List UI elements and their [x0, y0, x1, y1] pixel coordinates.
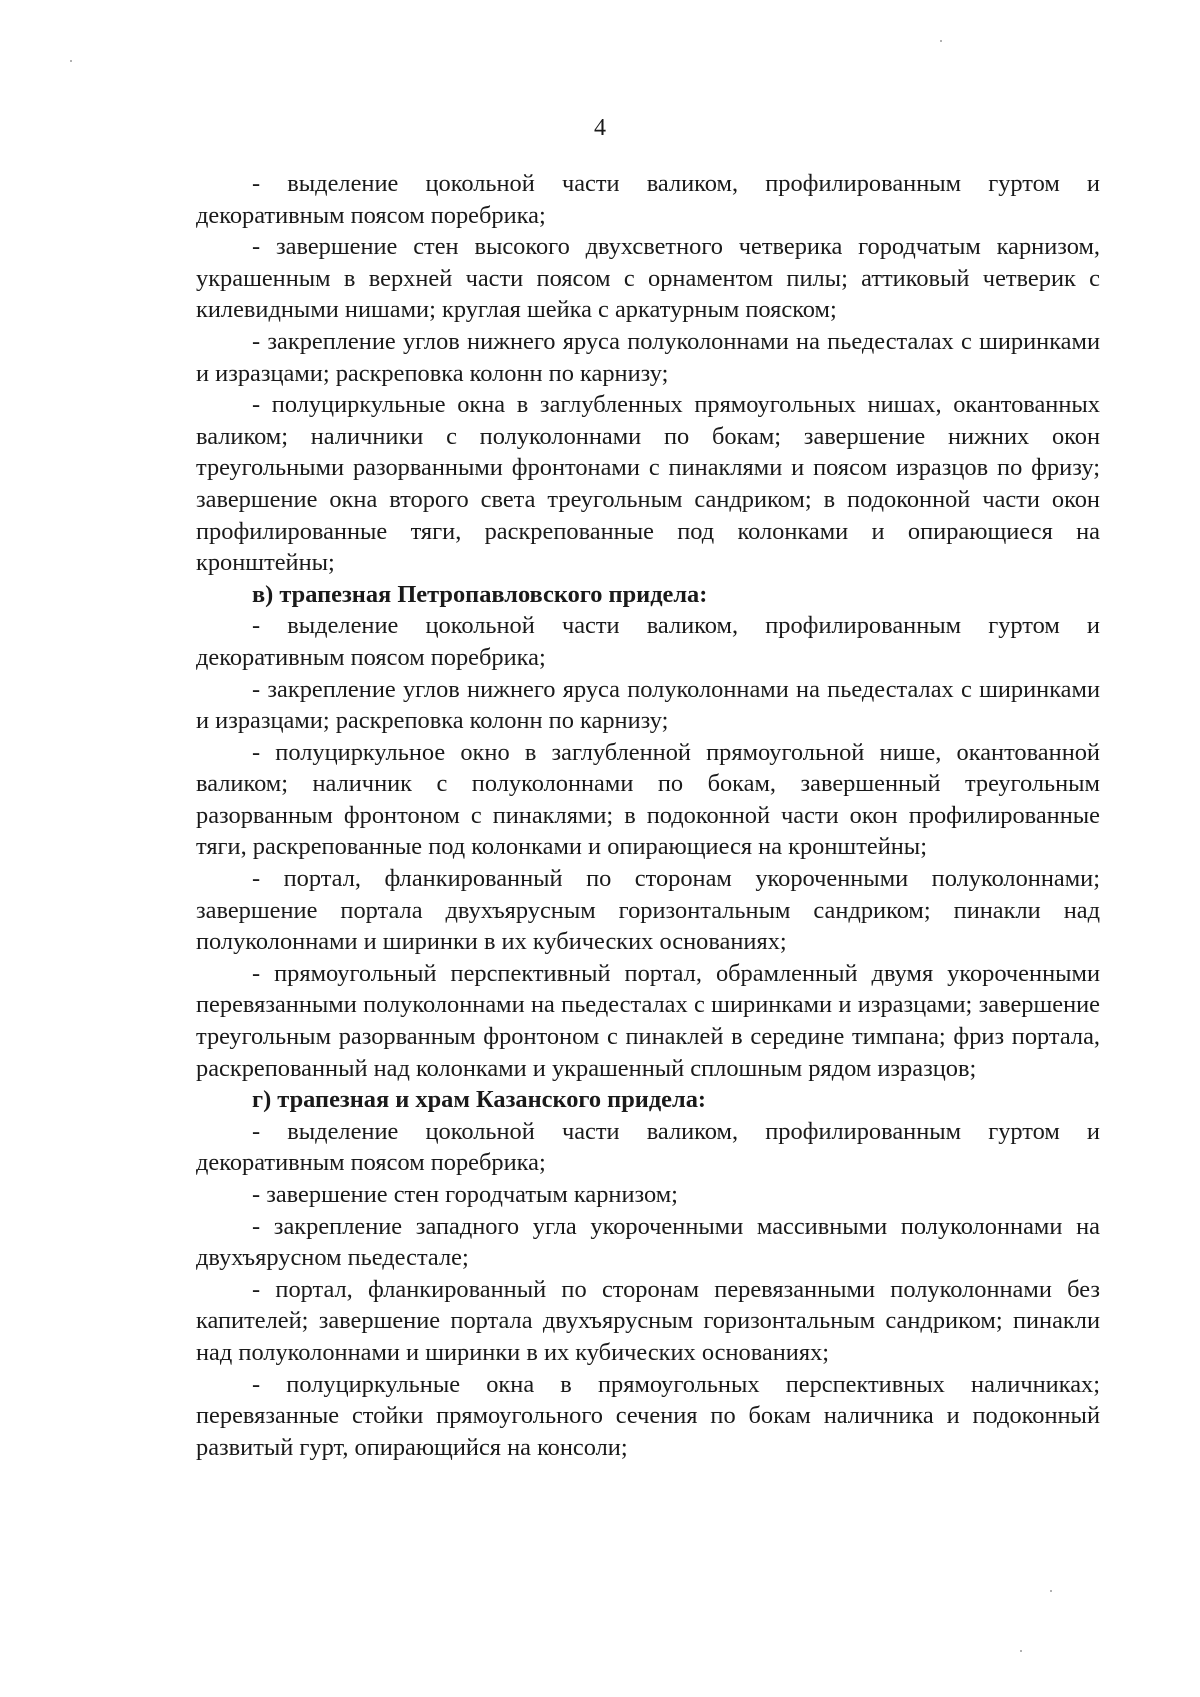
paragraph: - выделение цокольной части валиком, профилированным гуртом и декоративным поясом поребрика;: [196, 1117, 1100, 1177]
paragraph: - портал, фланкированный по сторонам укороченными полуколоннами; завершение портала двухъярусным горизонтальным сандриком; пинакли над полуколоннами и ширинки в их кубических основаниях;: [196, 865, 1100, 956]
paragraph: - полуциркульные окна в прямоугольных перспективных наличниках; перевязанные стойки прямоугольного сечения по бокам наличника и подоконный развитый гурт, опирающийся на консоли;: [196, 1370, 1100, 1461]
document-body: [196, 168, 1100, 1463]
scan-speck: [1020, 1650, 1022, 1652]
section-heading: г) трапезная и храм Казанского придела:: [252, 1086, 707, 1114]
scan-speck: [940, 40, 942, 42]
paragraph: - закрепление западного угла укороченными массивными полуколоннами на двухъярусном пьедестале;: [196, 1212, 1100, 1272]
section-heading: в) трапезная Петропавловского придела:: [252, 580, 708, 608]
paragraph: - выделение цокольной части валиком, профилированным гуртом и декоративным поясом поребрика;: [196, 170, 1100, 229]
paragraph: - портал, фланкированный по сторонам перевязанными полуколоннами без капителей; завершение портала двухъярусным горизонтальным сандриком; пинакли над полуколоннами и ширинки в их кубических основаниях;: [196, 1275, 1100, 1366]
paragraph: - прямоугольный перспективный портал, обрамленный двумя укороченными перевязанными полуколоннами на пьедесталах с ширинками и изразцами; завершение треугольным разорванным фронтоном с пинаклей в середине тимпана; фриз портала, раскрепованный над колонками и украшенный сплошным рядом изразцов;: [196, 959, 1100, 1082]
paragraph: - закрепление углов нижнего яруса полуколоннами на пьедесталах с ширинками и изразцами; раскреповка колонн по карнизу;: [196, 327, 1100, 387]
paragraph: - полуциркульные окна в заглубленных прямоугольных нишах, окантованных валиком; наличники с полуколоннами по бокам; завершение нижних окон треугольными разорванными фронтонами с пинаклями и поясом изразцов по фризу; завершение окна второго света треугольным сандриком; в подоконной части окон профилированные тяги, раскрепованные под колонками и опирающиеся на кронштейны;: [196, 391, 1100, 577]
paragraph: - завершение стен городчатым карнизом;: [252, 1181, 678, 1208]
paragraph: - закрепление углов нижнего яруса полуколоннами на пьедесталах с ширинками и изразцами; раскреповка колонн по карнизу;: [196, 675, 1100, 735]
paragraph: - выделение цокольной части валиком, профилированным гуртом и декоративным поясом поребрика;: [196, 612, 1100, 671]
scan-speck: [1050, 1590, 1052, 1592]
paragraph: - завершение стен высокого двухсветного четверика городчатым карнизом, украшенным в верхней части поясом с орнаментом пилы; аттиковый четверик с килевидными нишами; круглая шейка с аркатурным пояском;: [196, 233, 1100, 324]
page-number: 4: [594, 115, 606, 141]
paragraph: - полуциркульное окно в заглубленной прямоугольной нише, окантованной валиком; наличник с полуколоннами по бокам, завершенный треугольным разорванным фронтоном с пинаклями; в подоконной части окон профилированные тяги, раскрепованные под колонками и опирающиеся на кронштейны;: [196, 738, 1100, 861]
scan-speck: [70, 60, 72, 62]
